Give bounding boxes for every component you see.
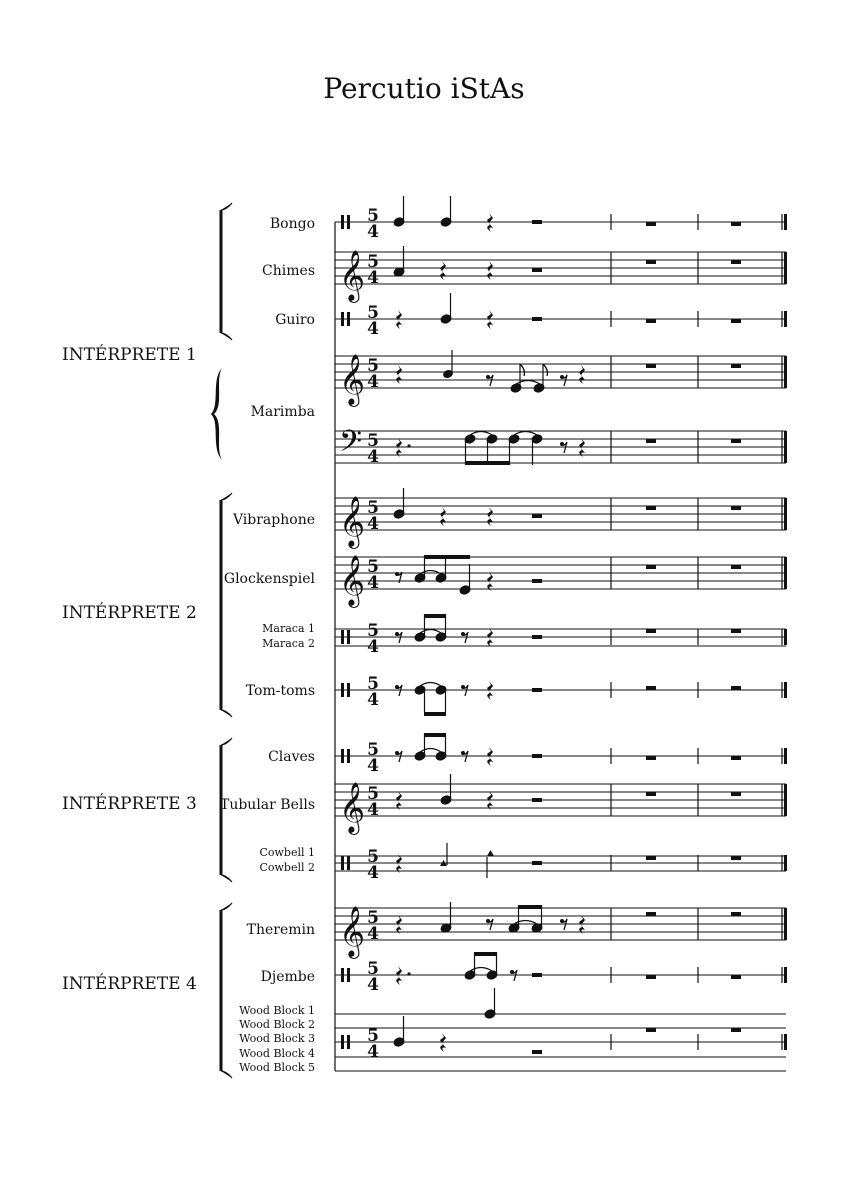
whole-rest	[731, 975, 741, 979]
quarter-rest	[396, 365, 402, 384]
instrument-name-cowbell-1: Cowbell 1	[259, 846, 315, 859]
staff-guiro	[335, 303, 787, 339]
staff-chimes	[335, 250, 787, 303]
instrument-name-glockenspiel: Glockenspiel	[223, 571, 315, 587]
whole-rest	[731, 565, 741, 569]
svg-text:4: 4	[367, 514, 379, 534]
treble-clef-icon: 𝄞	[339, 496, 366, 547]
group-label-interprete-3: INTÉRPRETE 3	[62, 794, 197, 814]
instrument-name-tubular-bells: Tubular Bells	[219, 797, 315, 813]
half-rest	[532, 798, 542, 802]
staves	[335, 206, 787, 1071]
notes	[393, 196, 741, 1054]
percussion-clef-icon	[341, 856, 344, 870]
instrument-name-wood-block-5: Wood Block 5	[239, 1061, 315, 1074]
svg-text:4: 4	[367, 573, 379, 593]
instrument-name-chimes: Chimes	[262, 263, 315, 279]
bass-clef-icon: 𝄢	[339, 425, 363, 466]
half-rest	[532, 688, 542, 692]
svg-text:4: 4	[367, 924, 379, 944]
instrument-name-bongo: Bongo	[269, 216, 315, 232]
svg-text:5: 5	[367, 847, 379, 867]
group-label-interprete-1: INTÉRPRETE 1	[62, 345, 197, 365]
treble-clef-icon: 𝄞	[339, 555, 366, 606]
whole-rest	[646, 506, 656, 510]
whole-rest	[731, 756, 741, 760]
whole-rest	[646, 260, 656, 264]
whole-rest	[646, 222, 656, 226]
percussion-clef-icon	[341, 215, 344, 229]
svg-text:5: 5	[367, 356, 379, 376]
whole-rest	[731, 792, 741, 796]
instrument-name-cowbell-2: Cowbell 2	[259, 861, 315, 874]
instrument-name-marimba: Marimba	[250, 404, 315, 420]
treble-clef-icon: 𝄞	[339, 906, 366, 957]
instrument-name-tom-toms: Tom-toms	[245, 683, 315, 699]
svg-text:5: 5	[367, 206, 379, 226]
svg-text:4: 4	[367, 800, 379, 820]
percussion-clef-icon	[341, 683, 344, 697]
whole-rest	[731, 439, 741, 443]
whole-rest	[731, 222, 741, 226]
svg-text:5: 5	[367, 621, 379, 641]
instrument-name-wood-block-3: Wood Block 3	[239, 1032, 315, 1045]
score-title: Percutio iStAs	[323, 72, 525, 105]
svg-text:5: 5	[367, 908, 379, 928]
svg-text:5: 5	[367, 784, 379, 804]
whole-rest	[532, 1050, 542, 1054]
svg-text:4: 4	[367, 319, 379, 339]
group-label-interprete-2: INTÉRPRETE 2	[62, 603, 197, 623]
svg-text:5: 5	[367, 303, 379, 323]
staff-marimba-bass	[335, 425, 787, 467]
half-rest	[532, 861, 542, 865]
quarter-rest	[440, 507, 446, 526]
svg-text:5: 5	[367, 740, 379, 760]
instrument-name-claves: Claves	[268, 749, 315, 765]
whole-rest	[646, 792, 656, 796]
group-bracket-4	[221, 903, 232, 1078]
staff-claves	[335, 740, 787, 776]
half-rest	[532, 514, 542, 518]
whole-rest	[646, 439, 656, 443]
half-rest	[532, 317, 542, 321]
svg-text:5: 5	[367, 498, 379, 518]
instrument-name-djembe: Djembe	[260, 969, 315, 985]
instrument-name-wood-block-1: Wood Block 1	[239, 1004, 315, 1017]
svg-text:4: 4	[367, 637, 379, 657]
whole-rest	[646, 565, 656, 569]
note-head	[487, 850, 494, 856]
whole-rest	[646, 319, 656, 323]
percussion-clef-icon	[341, 630, 344, 644]
instrument-name-wood-block-2: Wood Block 2	[239, 1018, 315, 1031]
staff-tom-toms	[335, 674, 787, 710]
whole-rest	[731, 506, 741, 510]
quarter-rest	[440, 261, 446, 280]
whole-rest	[646, 629, 656, 633]
whole-rest	[646, 756, 656, 760]
staff-maraca	[335, 621, 787, 657]
whole-rest	[731, 686, 741, 690]
quarter-rest	[487, 261, 493, 280]
group-bracket-2	[221, 493, 232, 717]
group-label-interprete-4: INTÉRPRETE 4	[62, 974, 197, 994]
whole-rest	[646, 912, 656, 916]
percussion-clef-icon	[341, 968, 344, 982]
percussion-clef-icon	[341, 749, 344, 763]
instrument-name-maraca-1: Maraca 1	[262, 622, 315, 635]
whole-rest	[731, 319, 741, 323]
half-rest	[532, 579, 542, 583]
svg-text:4: 4	[367, 1042, 379, 1062]
half-rest	[532, 635, 542, 639]
whole-rest	[646, 364, 656, 368]
svg-text:4: 4	[367, 372, 379, 392]
whole-rest	[731, 364, 741, 368]
svg-text:4: 4	[367, 863, 379, 883]
svg-text:4: 4	[367, 222, 379, 242]
marimba-brace	[211, 368, 222, 460]
staff-cowbell	[335, 847, 787, 883]
whole-rest	[731, 912, 741, 916]
whole-rest	[646, 1028, 656, 1032]
staff-tubular-bells	[335, 782, 787, 835]
whole-rest	[731, 629, 741, 633]
svg-text:4: 4	[367, 975, 379, 995]
instrument-name-vibraphone: Vibraphone	[232, 512, 315, 528]
treble-clef-icon: 𝄞	[339, 250, 366, 301]
svg-text:5: 5	[367, 252, 379, 272]
staff-glockenspiel	[335, 555, 787, 608]
half-rest	[532, 220, 542, 224]
whole-rest	[731, 856, 741, 860]
quarter-rest	[487, 507, 493, 526]
quarter-rest	[579, 365, 585, 384]
svg-text:5: 5	[367, 557, 379, 577]
svg-text:4: 4	[367, 690, 379, 710]
half-rest	[532, 268, 542, 272]
staff-djembe	[335, 959, 787, 995]
half-rest	[532, 754, 542, 758]
whole-rest	[731, 260, 741, 264]
svg-text:5: 5	[367, 959, 379, 979]
svg-text:4: 4	[367, 447, 379, 467]
svg-text:4: 4	[367, 268, 379, 288]
group-bracket-1	[221, 203, 232, 340]
instrument-name-guiro: Guiro	[275, 312, 315, 328]
treble-clef-icon: 𝄞	[339, 782, 366, 833]
whole-rest	[646, 856, 656, 860]
staff-theremin	[335, 906, 787, 959]
svg-text:4: 4	[367, 756, 379, 776]
instrument-name-maraca-2: Maraca 2	[262, 637, 315, 650]
instrument-name-wood-block-4: Wood Block 4	[239, 1047, 315, 1060]
whole-rest	[731, 1028, 741, 1032]
treble-clef-icon: 𝄞	[339, 354, 366, 405]
whole-rest	[646, 975, 656, 979]
svg-text:5: 5	[367, 1026, 379, 1046]
svg-text:5: 5	[367, 431, 379, 451]
half-rest	[532, 973, 542, 977]
instrument-name-theremin: Theremin	[246, 922, 315, 938]
percussion-clef-icon	[341, 1035, 344, 1049]
staff-vibraphone	[335, 496, 787, 549]
percussion-clef-icon	[341, 312, 344, 326]
svg-text:5: 5	[367, 674, 379, 694]
whole-rest	[646, 686, 656, 690]
staff-marimba-treble	[335, 354, 787, 407]
